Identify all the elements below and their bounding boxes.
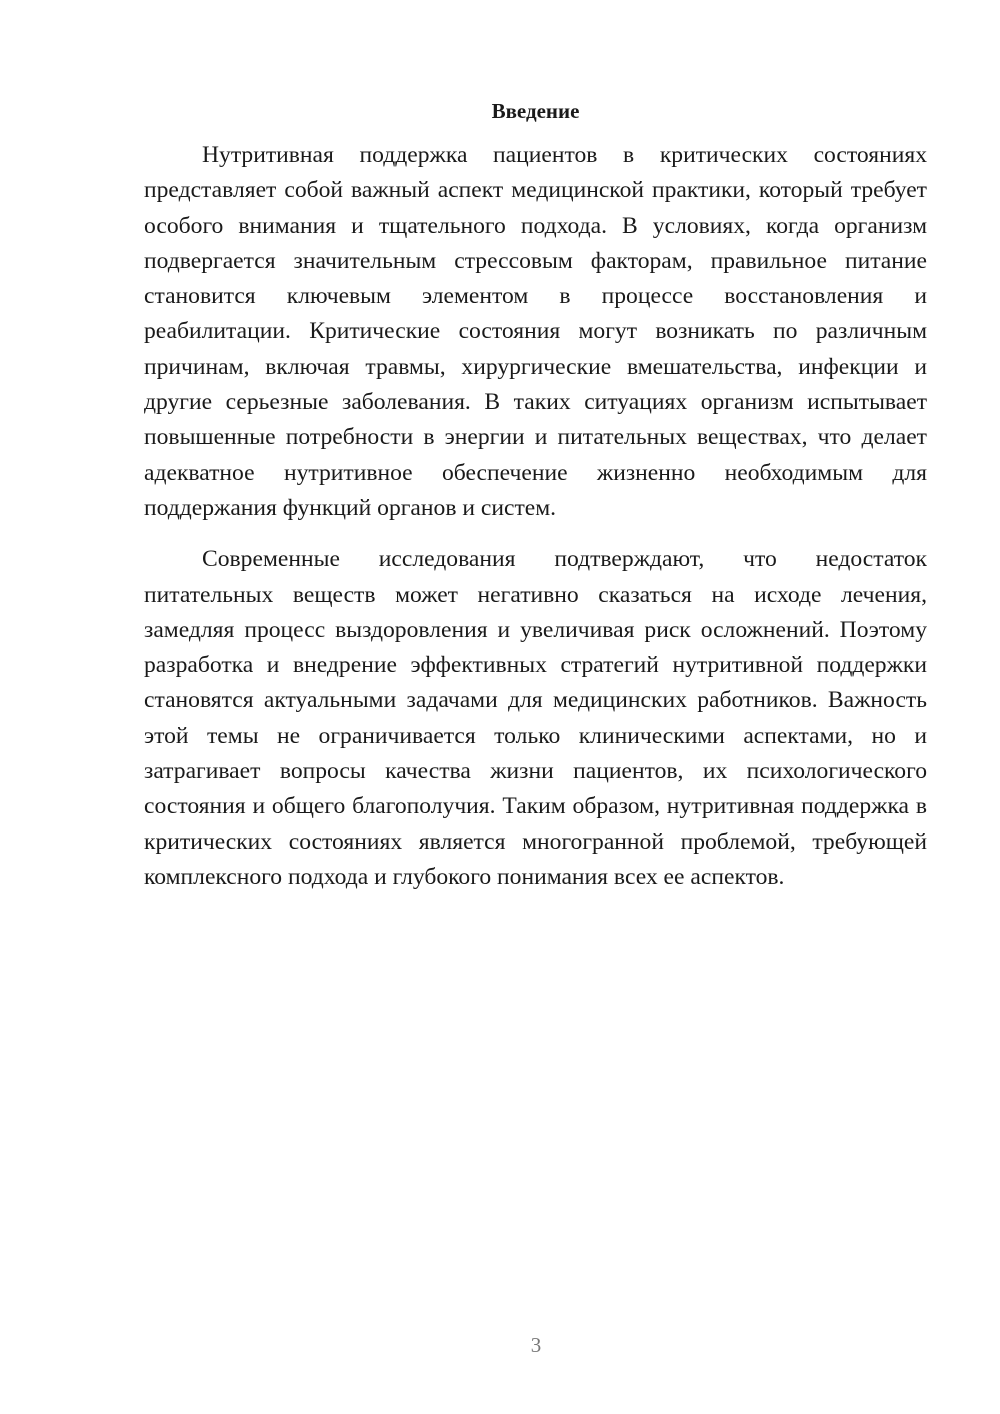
- page-number: 3: [530, 1333, 542, 1357]
- page-content: [144, 91, 927, 895]
- paragraph-introduction-1: Нутритивная поддержка пациентов в критических состояниях представляет собой важный аспект медицинской практики, который требует особого внимания и тщательного подхода. В условиях, когда организм подвергается значительным стрессовым факторам, правильное питание становится ключевым элементом в процессе восстановления и реабилитации. Критические состояния могут возникать по различным причинам, включая травмы, хирургические вмешательства, инфекции и другие серьезные заболевания. В таких ситуациях организм испытывает повышенные потребности в энергии и питательных веществах, что делает адекватное нутритивное обеспечение жизненно необходимым для поддержания функций органов и систем.: [144, 142, 927, 521]
- paragraph-introduction-2: Современные исследования подтверждают, что недостаток питательных веществ может негативно сказаться на исходе лечения, замедляя процесс выздоровления и увеличивая риск осложнений. Поэтому разработка и внедрение эффективных стратегий нутритивной поддержки становятся актуальными задачами для медицинских работников. Важность этой темы не ограничивается только клиническими аспектами, но и затрагивает вопросы качества жизни пациентов, их психологического состояния и общего благополучия. Таким образом, нутритивная поддержка в критических состояниях является многогранной проблемой, требующей комплексного подхода и глубокого понимания всех ее аспектов.: [144, 546, 927, 890]
- section-heading: Введение: [491, 99, 580, 123]
